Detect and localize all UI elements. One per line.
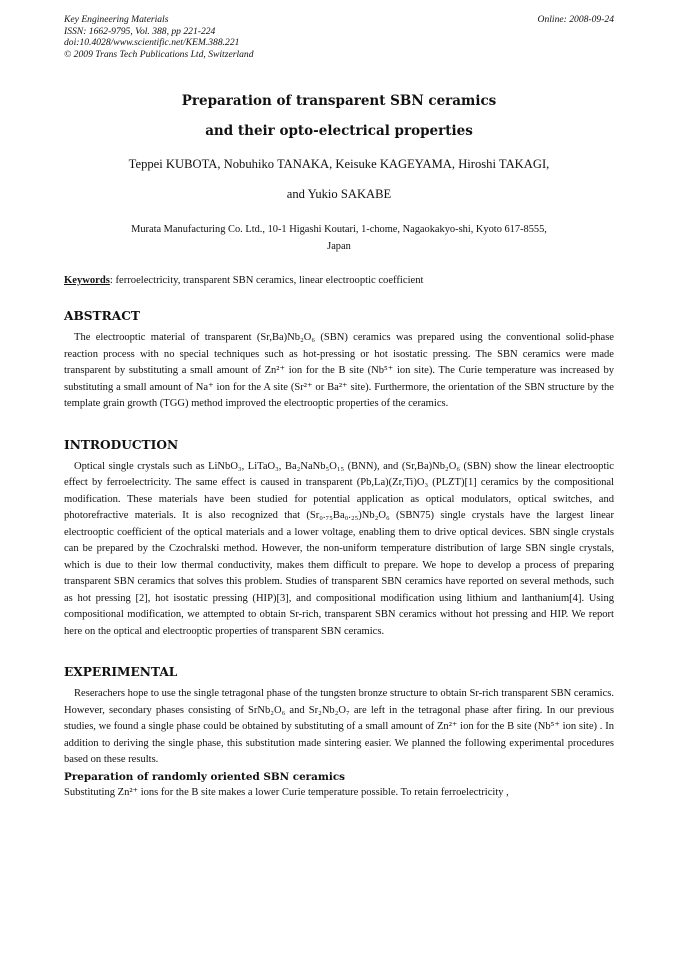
keywords-colon: : <box>109 275 116 286</box>
introduction-text: Optical single crystals such as LiNbO₃, LiTaO₃, Ba₂NaNb₅O₁₅ (BNN), and (Sr,Ba)Nb₂O₆ (SBN) show the linear electrooptic effect by ferroelectricity. The same effect is caused in transparent (Pb,La)(Zr,Ti)O₃ (PLZT)[1] ceramics by the compositional modification. These materials have been studied for potential application as optical modulators, optical switches, and photorefractive materials. It is also recognized that (Sr₀.₇₅Ba₀.₂₅)Nb₂O₆ (SBN75) single crystals have the largest linear electrooptic coefficient of the optical materials and a lower voltage, enabling them to drive optical devices. SBN single crystals can be prepared by the Czochralski method. However, the non-uniform temperature distribution of large SBN single crystals, which is due to their low thermal conductivity, makes them difficult to prepare. We hope to develop a process of preparing transparent SBN ceramics that solves this problem. Studies of transparent SBN ceramics have reported on several methods, such as hot pressing [2], hot isostatic pressing (HIP)[3], and compositional modification using lithium and lanthanium[4]. Using compositional modification, we attempted to obtain Sr-rich, transparent SBN ceramics without hot pressing and HIP. We report here on the optical and electrooptic properties of transparent SBN ceramics. <box>64 460 614 637</box>
issn-line: ISSN: 1662-9795, Vol. 388, pp 221-224 <box>64 25 216 37</box>
journal-header <box>64 14 614 60</box>
keywords-label: Keywords <box>64 275 110 286</box>
keywords-block <box>64 273 614 288</box>
author-list <box>64 149 614 209</box>
authors-line-1: Teppei KUBOTA, Nobuhiko TANAKA, Keisuke KAGEYAMA, Hiroshi TAKAGI, <box>128 157 550 171</box>
experimental-subheading: Preparation of randomly oriented SBN ceramics <box>64 770 345 783</box>
title-line-2: and their opto-electrical properties <box>205 123 473 139</box>
affiliation-line-1: Murata Manufacturing Co. Ltd., 10-1 Higashi Koutari, 1-chome, Nagaokakyo-shi, Kyoto 617-8555, <box>131 224 547 235</box>
journal-name: Key Engineering Materials <box>64 14 169 25</box>
online-date: Online: 2008-09-24 <box>537 14 614 25</box>
paper-title <box>64 86 614 146</box>
keywords-text: ferroelectricity, transparent SBN ceramics, linear electrooptic coefficient <box>115 275 424 286</box>
introduction-heading: INTRODUCTION <box>64 437 179 452</box>
experimental-text: Reserachers hope to use the single tetragonal phase of the tungsten bronze structure to obtain Sr-rich transparent SBN ceramics. However, secondary phases consisting of SrNb₂O₆ and Sr₂Nb₂O₇ are left in the tetragonal phase after firing. In our previous studies, we found a single phase could be obtained by substituting of a small amount of Zn²⁺ ion for the B site (Nb⁵⁺ ion site) . In addition to deriving the single phase, this substitution made sintering easier. We planned the following experimental procedures based on these results. <box>64 688 614 765</box>
affiliation <box>64 221 614 255</box>
abstract-text: The electrooptic material of transparent (Sr,Ba)Nb₂O₆ (SBN) ceramics was prepared using the conventional solid-phase reaction process with no special techniques such as hot-pressing or hot isostatic pressing. The SBN ceramics were made transparent by substituting a small amount of Zn²⁺ ion for the B site (Nb⁵⁺ ion site). The Curie temperature was increased by substituting a small amount of Na⁺ ion for the A site (Sr²⁺ or Ba²⁺ site). Furthermore, the orientation of the SBN structure by the template grain growth (TGG) method improved the electrooptic properties of the ceramics. <box>64 332 614 409</box>
experimental-heading: EXPERIMENTAL <box>64 665 178 679</box>
affiliation-line-2: Japan <box>327 241 351 252</box>
doi-line: doi:10.4028/www.scientific.net/KEM.388.221 <box>64 37 240 48</box>
copyright-line: © 2009 Trans Tech Publications Ltd, Switzerland <box>64 48 254 60</box>
authors-line-2: and Yukio SAKABE <box>286 187 392 201</box>
experimental-subtext: Substituting Zn²⁺ ions for the B site makes a lower Curie temperature possible. To retain ferroelectricity , <box>64 787 509 798</box>
title-line-1: Preparation of transparent SBN ceramics <box>181 93 497 109</box>
abstract-heading: ABSTRACT <box>64 309 140 323</box>
